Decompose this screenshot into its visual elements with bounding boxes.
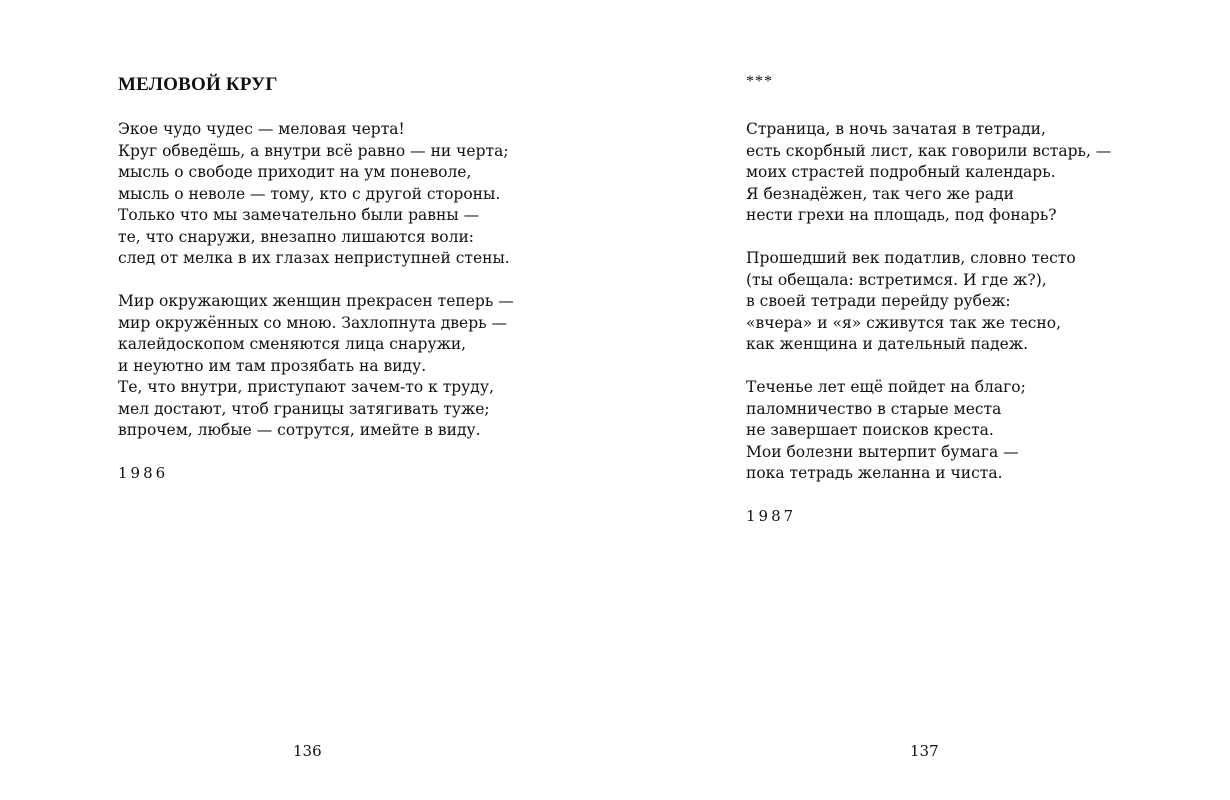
poem-line: мир окружённых со мною. Захлопнута дверь — <box>118 313 507 332</box>
poem-year: 1986 <box>118 464 169 482</box>
poem-title: МЕЛОВОЙ КРУГ <box>118 74 278 95</box>
poem-line: мысль о свободе приходит на ум поневоле, <box>118 163 472 181</box>
poem-line: Мир окружающих женщин прекрасен теперь — <box>118 292 514 310</box>
poem-line: Те, что внутри, приступают зачем-то к труду, <box>118 378 494 396</box>
poem-line: «вчера» и «я» сживутся так же тесно, <box>746 313 1062 332</box>
poem-line: паломничество в старые места <box>746 399 1002 418</box>
stanza <box>746 248 1111 356</box>
poem-line: Мои болезни вытерпит бумага — <box>746 442 1019 461</box>
poem-line: как женщина и дательный падеж. <box>746 335 1029 353</box>
poem-line: Круг обведёшь, а внутри всё равно — ни черта; <box>118 141 509 160</box>
poem-line: Экое чудо чудес — меловая черта! <box>118 120 405 138</box>
poem-year: 1987 <box>746 507 797 525</box>
poem-line: калейдоскопом сменяются лица снаружи, <box>118 335 467 353</box>
poem-line: Теченье лет ещё пойдет на благо; <box>746 378 1026 396</box>
page-number: 136 <box>293 742 322 760</box>
poem-line: след от мелка в их глазах неприступней стены. <box>118 249 510 267</box>
poem-title: *** <box>746 73 773 90</box>
poem-line: мел достают, чтоб границы затягивать туже; <box>118 399 490 418</box>
poem-line: те, что снаружи, внезапно лишаются воли: <box>118 227 475 246</box>
poem-body <box>118 119 514 483</box>
poem-line: Я безнадёжен, так чего же ради <box>746 184 1014 203</box>
poem-line: есть скорбный лист, как говорили встарь, — <box>746 141 1112 160</box>
right-page <box>615 0 1230 800</box>
poem-line: моих страстей подробный календарь. <box>746 163 1056 181</box>
stanza <box>746 119 1111 227</box>
poem-line: в своей тетради перейду рубеж: <box>746 292 1011 310</box>
poem-line: (ты обещала: встретимся. И где ж?), <box>746 270 1047 289</box>
stanza <box>118 119 514 270</box>
poem-line: впрочем, любые — сотрутся, имейте в виду. <box>118 421 481 439</box>
poem-line: Только что мы замечательно были равны — <box>118 206 480 224</box>
poem-body <box>746 119 1111 526</box>
poem-line: и неуютно им там прозябать на виду. <box>118 356 427 375</box>
poem-line: Страница, в ночь зачатая в тетради, <box>746 120 1046 138</box>
poem-line: Прошедший век податлив, словно тесто <box>746 249 1076 267</box>
page-number: 137 <box>910 742 939 760</box>
poem-line: мысль о неволе — тому, кто с другой стороны. <box>118 184 501 203</box>
stanza <box>746 377 1111 485</box>
poem-line: нести грехи на площадь, под фонарь? <box>746 206 1057 224</box>
stanza <box>118 291 514 442</box>
poem-line: пока тетрадь желанна и чиста. <box>746 464 1003 482</box>
poem-line: не завершает поисков креста. <box>746 421 994 439</box>
